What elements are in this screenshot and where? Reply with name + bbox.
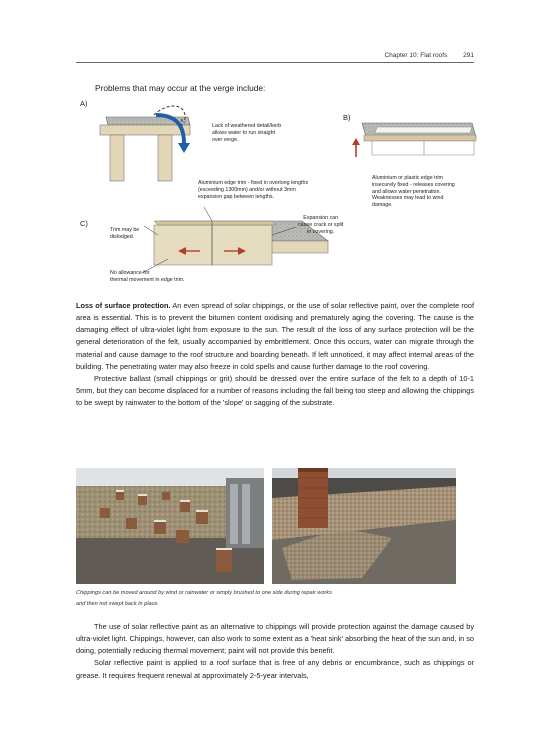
- running-header: [370, 52, 474, 59]
- intro-text: Problems that may occur at the verge include:: [95, 83, 266, 93]
- photo-roof-chimneys: [76, 468, 264, 584]
- callout-b: Aluminium or plastic edge trim insecurely fixed - releases covering and allows water penetration. Weaknesses may lead to wind damage.: [372, 175, 455, 209]
- label-a: A): [80, 99, 88, 108]
- diagram-b: [352, 123, 476, 157]
- callout-c-dislodged: Trim may be dislodged.: [110, 227, 140, 240]
- paragraph-solar-paint-application: Solar reflective paint is applied to a roof surface that is free of any debris or encumbrance, such as chippings or grease. It requires frequent renewal at approximately 2-5-year intervals,: [76, 658, 474, 680]
- page-number: 291: [463, 52, 474, 59]
- body-section-2: [76, 621, 474, 682]
- diagram-a: [100, 106, 190, 181]
- paragraph-heading: Loss of surface protection.: [76, 301, 171, 310]
- verge-figure: [72, 95, 492, 295]
- paragraph-protective-ballast: Protective ballast (small chippings or grit) should be dressed over the entire surface of the felt to a depth of 10-1 5mm, but they can become displaced for a number of reasons including the fall being too steep and allowing the chippings to be swept by rainwater to the bottom of the 'slope' or sagging of the substrate.: [76, 373, 474, 408]
- paragraph-loss-of-surface-protection: Loss of surface protection. An even spread of solar chippings, or the use of solar reflective paint, over the complete roof area is essential. This is to prevent the bitumen content oxidising and prematurely aging the covering. The cause is the damaging effect of ultra-violet light from exposure to the sun. The result of the loss of any surface protection will be the general deterioration of the felt, usually accompanied by embrittlement. Once this occurs, water can migrate through the material and cause damage to the roof structure and boarding beneath. If left unnoticed, it may affect internal areas of the building. The penetrating water may also freeze in cold spells and cause further damage to the roof covering.: [76, 301, 475, 371]
- callout-c-thermal: No allowance for thermal movement in edge trim.: [110, 270, 185, 283]
- chapter-title: Chapter 10: Flat roofs: [384, 52, 448, 59]
- header-rule: [76, 62, 474, 63]
- paragraph-solar-paint: The use of solar reflective paint as an alternative to chippings will provide protection against the damage caused by ultra-violet light. Chippings, however, can also work to some extent as a 'heat sink' absorbing the heat of the sun and, in so doing, potentially reducing thermal movement; paint will not provide this benefit.: [76, 622, 474, 656]
- label-c: C): [80, 219, 88, 228]
- label-b: B): [343, 113, 351, 122]
- body-section-1: [76, 300, 474, 409]
- photo-displaced-chippings: [272, 468, 456, 584]
- callout-c-trim-lengths: Aluminium edge trim - fixed in overlong lengths (exceeding 1300mm) and/or without 3mm expansion gap between lengths.: [198, 180, 309, 200]
- callout-c-expansion: Expansion can cause crack or split in covering.: [298, 215, 344, 235]
- photo-caption: Chippings can be moved around by wind or rainwater or simply brushed to one side during repair works and then not swept back in place.: [76, 590, 332, 607]
- callout-a: Lack of weathered detail/kerb allows water to run straight over verge.: [212, 123, 282, 143]
